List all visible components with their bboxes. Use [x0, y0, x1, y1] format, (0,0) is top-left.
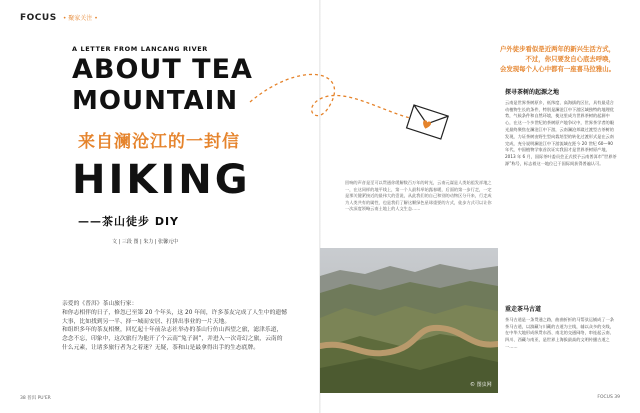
letter-paragraph-2: 和组织多年的茶友相聚，回忆起十年前杂志社举办的茶山行仿山西望之旅，滤津乐道，念念不忘，印象中，这次旅行为他开了个云南“兔子洞”，并进入一次奇幻之旅，云南的什么元素，让诸多旅行者为之着迷？无疑，茶和山是最拿得出手的生态底牌。 [62, 327, 283, 351]
title-line-1: ABOUT TEA [72, 54, 253, 85]
right-column-section-2 [505, 307, 617, 351]
tea-origin-text: 云南是世界茶树原乡，低纬度、高海拔的区位，具有最适合动植物生长的条件，特别是澜沧江中下游区域独特的地理优势，气候条件和自然环境，使这里成为世界茶树的起源中心，在这一个多世纪的茶树原产地争议中，世界茶学者的眼光最终聚焦在澜沧江中下游，云南澜沧邦崴过渡型古茶树的发现，力证茶树由野生型向栽培型的转化过渡形式是在云南完成，充分说明澜沧江中下游流域在距今 20 世纪 60—90 年代，中国植物学家首次证实我国才是世界茶树原产地，2013 年 6 月，国际茶叶委员会正式授予云南普洱市“世界茶源”称号，标志着这一地位已于国际间获得普遍认可。 [505, 99, 617, 166]
tea-horse-road-text: 茶马古道是一条贯通之路，曲曲折折的马帮驮运铺成了一条茶马古道，以滇藏与川藏的古道为主线，辅以众多的支线，在中华大地形成纵贯东西、南北的交通网络，串连起云南、四川、西藏与南亚，是世界上海拔最高的文明传播古道之一…… [505, 316, 614, 349]
landscape-photo [320, 248, 498, 393]
quote-line: 会发现每个人心中都有一座喜马拉雅山。 [499, 65, 615, 73]
title-line-2: MOUNTAIN [72, 86, 239, 116]
column-label: • 聚家关注 • [62, 15, 98, 22]
chinese-title: 来自澜沧江的一封信 [78, 132, 240, 152]
letter-greeting: 亲爱的《普洱》茶山旅行家： [62, 301, 138, 307]
title-line-3: HIKING [72, 157, 251, 203]
intro-text: 回响的声音是至可以贯通你缓解数百万年的时光，云南元谋是人类始祖发祥地之一，在这同样的地平线上，第一个人最科举始露春暖，后面的第一步行走，一定是那关键紧接近的最伟大的壹说，从此我们的自己和别的动物区分开来，行走成为人类共有的属性，也是我们了解这颗绿色星球重要的方式，徒步方式可以让你一次深度领略云南土地上的人文生态…… [345, 180, 492, 212]
section-heading-tea-origin: 探寻茶树的起源之地 [505, 89, 560, 96]
title-kicker: A LETTER FROM LANCANG RIVER [72, 45, 208, 53]
envelope-icon [407, 105, 449, 139]
section-heading-tea-horse-road: 重走茶马古道 [505, 306, 542, 313]
folio-right: FOCUS 39 [597, 395, 620, 400]
byline: 文 | 三段 图 | 朱力 | 张馨元中 [112, 239, 179, 245]
photo-credit: © 图虫网 [470, 382, 492, 388]
right-column-section-1 [505, 90, 617, 168]
letter-paragraph-1: 和你志相伴的日子，修忽已至第 20 个年头，这 20 年间，许多茶友完成了人生中的遗憾大事，比如找到另一半、择一城而安居、打拼出事业的一片天地。 [62, 309, 288, 325]
folio-left: 38 普洱 PU'ER [20, 396, 51, 401]
section-label: FOCUS [20, 13, 57, 23]
pull-quote [470, 44, 615, 74]
quote-line: 不过，你只要发自心底去呼唤， [525, 55, 615, 63]
subtitle: ——茶山徒步 DIY [78, 215, 180, 228]
dashed-trail-line [250, 74, 410, 118]
quote-line: 户外徒步看似是近两年的新兴生活方式， [499, 45, 615, 53]
